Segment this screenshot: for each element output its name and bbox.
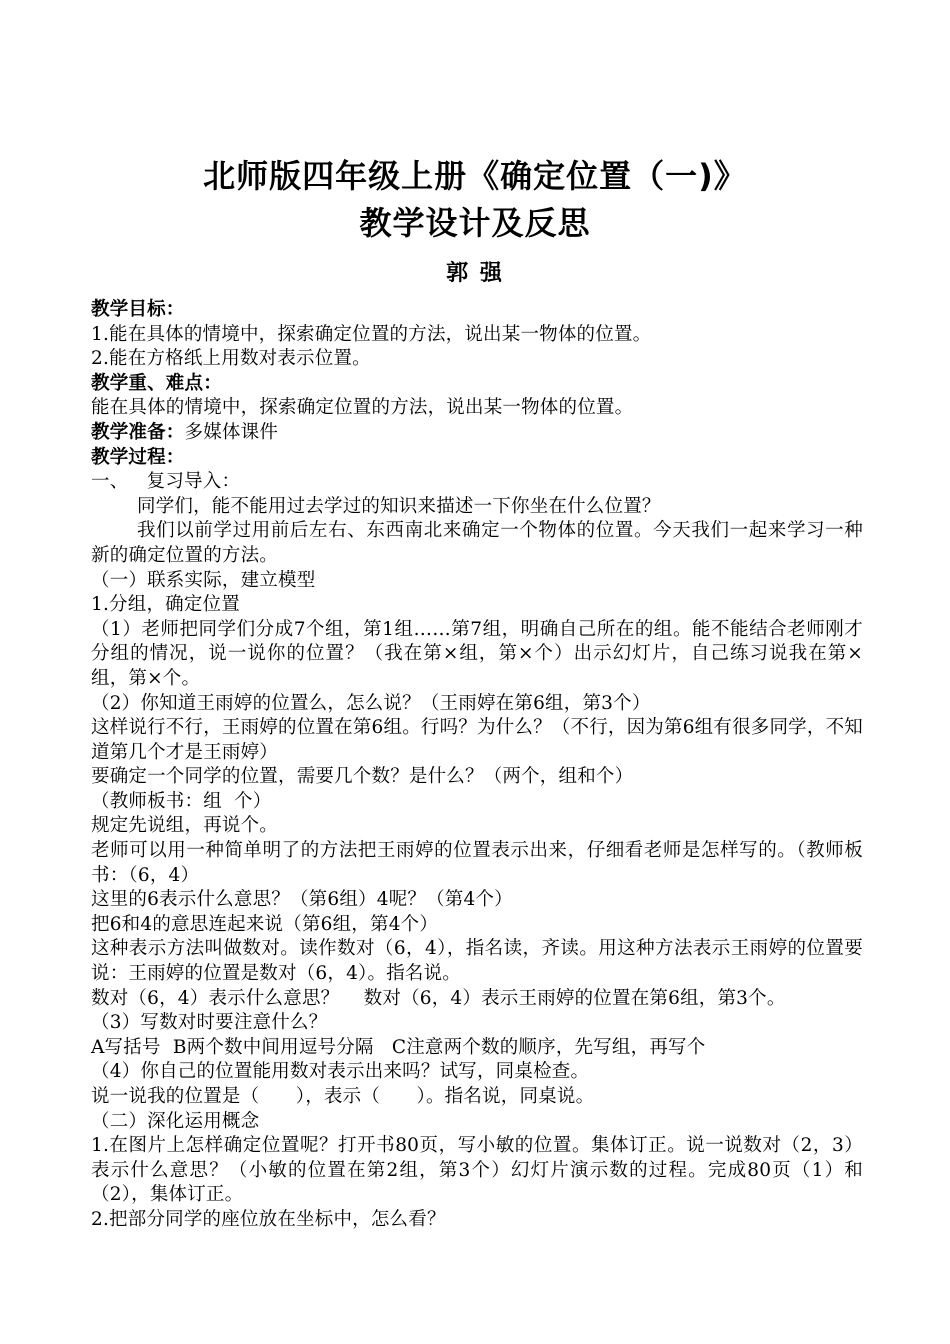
paragraph: （2）你知道王雨婷的位置么，怎么说？（王雨婷在第6组，第3个） (91, 692, 651, 714)
intro-question: 同学们，能不能用过去学过的知识来描述一下你坐在什么位置？ (137, 495, 661, 517)
key-points-heading: 教学重、难点： (91, 372, 222, 394)
goal-item-1: 1.能在具体的情境中，探索确定位置的方法，说出某一物体的位置。 (91, 323, 652, 345)
author-name: 郭 强 (446, 261, 504, 286)
paragraph: 把6和4的意思连起来说（第6组，第4个） (91, 913, 439, 935)
preparation-heading: 教学准备： (91, 421, 185, 443)
paragraph: 数对（6，4）表示什么意思？ 数对（6，4）表示王雨婷的位置在第6组，第3个。 (91, 987, 786, 1009)
paragraph: 这里的6表示什么意思？（第6组）4呢？（第4个） (91, 889, 513, 911)
paragraph: A写括号 B两个数中间用逗号分隔 C注意两个数的顺序，先写组，再写个 (91, 1036, 706, 1058)
goal-heading: 教学目标： (91, 299, 185, 320)
document-subtitle: 教学设计及反思 (359, 204, 591, 242)
intro-paragraph: 我们以前学过用前后左右、东西南北来确定一个物体的位置。今天我们一起来学习一种新的确定位置的方法。 (91, 520, 863, 566)
paragraph: （4）你自己的位置能用数对表示出来吗？试写，同桌检查。 (91, 1061, 590, 1083)
step-heading-1: 1.分组，确定位置 (91, 594, 240, 616)
paragraph: （1）老师把同学们分成7个组，第1组……第7组，明确自己所在的组。能不能结合老师刚才分组的情况，说一说你的位置？（我在第×组，第×个）出示幻灯片，自己练习说我在第×组，第×个。 (91, 618, 863, 689)
process-heading: 教学过程： (91, 446, 185, 468)
section-heading-review: 一、 复习导入： (91, 471, 241, 493)
subsection-heading-2: （二）深化运用概念 (91, 1110, 260, 1132)
paragraph: 这样说行不行，王雨婷的位置在第6组。行吗？为什么？（不行，因为第6组有很多同学，不知道第几个才是王雨婷） (91, 717, 863, 763)
key-points-text: 能在具体的情境中，探索确定位置的方法，说出某一物体的位置。 (91, 397, 634, 419)
subsection-heading-1: （一）联系实际，建立模型 (91, 569, 316, 591)
paragraph: 1.在图片上怎样确定位置呢？打开书80页，写小敏的位置。集体订正。说一说数对（2，3）表示什么意思？（小敏的位置在第2组，第3个）幻灯片演示数的过程。完成80页（1）和（2），集体订正。 (91, 1135, 863, 1206)
paragraph: 说一说我的位置是（ ），表示（ ）。指名说，同桌说。 (91, 1086, 595, 1107)
paragraph: （教师板书：组 个） (91, 790, 272, 812)
goal-item-2: 2.能在方格纸上用数对表示位置。 (91, 348, 371, 370)
preparation-text: 多媒体课件 (184, 421, 279, 443)
paragraph: 规定先说组，再说个。 (91, 815, 279, 837)
preparation-line (91, 421, 863, 446)
paragraph: 老师可以用一种简单明了的方法把王雨婷的位置表示出来，仔细看老师是怎样写的。（教师板书：（6，4） (91, 840, 863, 886)
document-title: 北师版四年级上册《确定位置（一)》 (203, 157, 747, 195)
paragraph: （3）写数对时要注意什么？ (91, 1012, 328, 1034)
paragraph: 2.把部分同学的座位放在坐标中，怎么看？ (91, 1208, 446, 1230)
document-body (91, 298, 863, 1233)
paragraph: 这种表示方法叫做数对。读作数对（6，4），指名读，齐读。用这种方法表示王雨婷的位置要说：王雨婷的位置是数对（6，4）。指名说。 (91, 938, 863, 985)
paragraph: 要确定一个同学的位置，需要几个数？是什么？（两个，组和个） (91, 766, 634, 788)
